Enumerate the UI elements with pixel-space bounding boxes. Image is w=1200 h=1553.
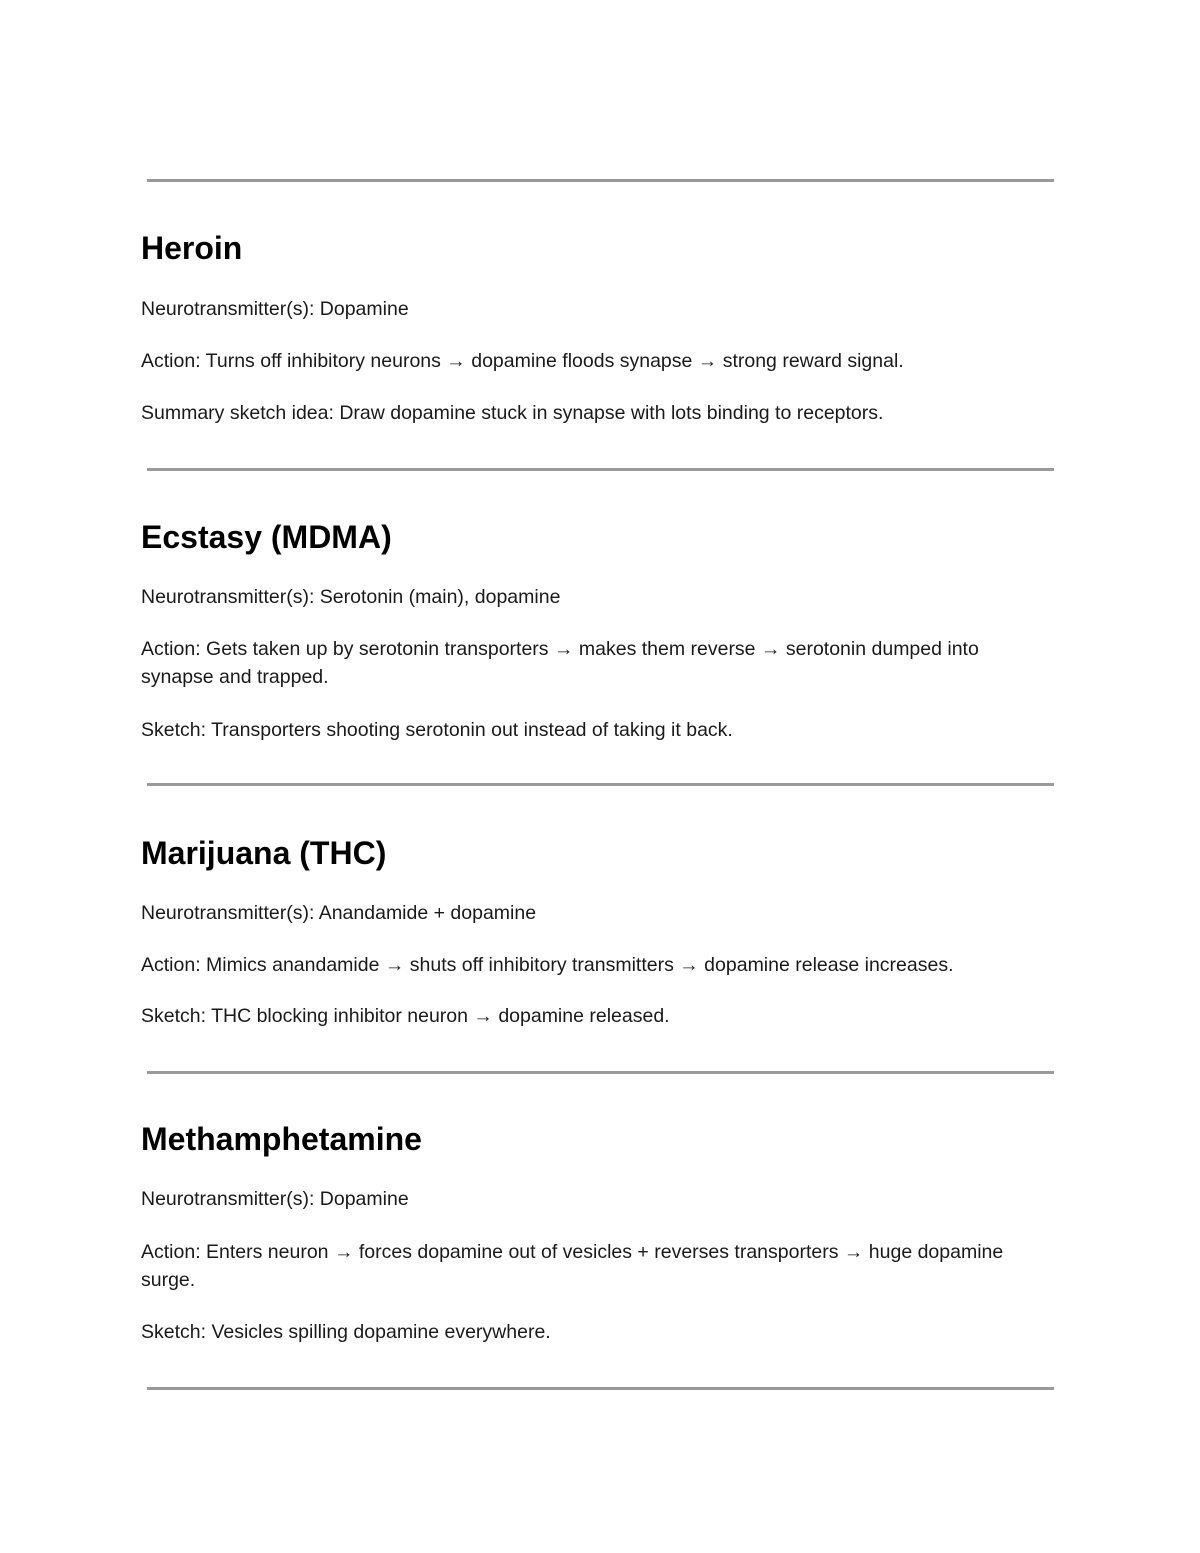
horizontal-rule	[147, 179, 1054, 182]
sketch-line	[141, 716, 1056, 744]
horizontal-rule	[147, 1387, 1054, 1390]
section-marijuana	[141, 835, 1056, 871]
horizontal-rule	[147, 468, 1054, 471]
action-line	[141, 635, 1056, 691]
section-title: Marijuana (THC)	[141, 835, 387, 871]
sketch-line	[141, 399, 1056, 427]
neurotransmitter-line	[141, 583, 1056, 611]
action-line	[141, 347, 1056, 375]
action-line	[141, 951, 1056, 979]
sketch-text: Summary sketch idea: Draw dopamine stuck in synapse with lots binding to receptors.	[141, 402, 884, 424]
sketch-text: Sketch: THC blocking inhibitor neuron → dopamine released.	[141, 1005, 670, 1027]
neurotransmitter-text: Neurotransmitter(s): Anandamide + dopamine	[141, 902, 537, 924]
section-ecstasy	[141, 519, 1056, 555]
sketch-text: Sketch: Vesicles spilling dopamine everywhere.	[141, 1321, 551, 1343]
section-methamphetamine	[141, 1121, 1056, 1157]
action-text: Action: Enters neuron → forces dopamine out of vesicles + reverses transporters → huge dopamine surge.	[141, 1241, 1004, 1291]
horizontal-rule	[147, 783, 1054, 786]
neurotransmitter-line	[141, 295, 1056, 323]
sketch-line	[141, 1002, 1056, 1030]
section-heroin	[141, 230, 1056, 266]
neurotransmitter-line	[141, 1185, 1056, 1213]
neurotransmitter-text: Neurotransmitter(s): Serotonin (main), dopamine	[141, 586, 561, 608]
action-line	[141, 1238, 1056, 1294]
sketch-line	[141, 1318, 1056, 1346]
section-title: Heroin	[141, 230, 243, 266]
neurotransmitter-text: Neurotransmitter(s): Dopamine	[141, 298, 409, 320]
action-text: Action: Mimics anandamide → shuts off inhibitory transmitters → dopamine release increases.	[141, 954, 954, 976]
neurotransmitter-text: Neurotransmitter(s): Dopamine	[141, 1188, 409, 1210]
action-text: Action: Turns off inhibitory neurons → dopamine floods synapse → strong reward signal.	[141, 350, 904, 372]
sketch-text: Sketch: Transporters shooting serotonin out instead of taking it back.	[141, 719, 733, 741]
action-text: Action: Gets taken up by serotonin transporters → makes them reverse → serotonin dumped into synapse and trapped.	[141, 638, 979, 688]
section-title: Ecstasy (MDMA)	[141, 519, 392, 555]
horizontal-rule	[147, 1071, 1054, 1074]
neurotransmitter-line	[141, 899, 1056, 927]
section-title: Methamphetamine	[141, 1121, 422, 1157]
